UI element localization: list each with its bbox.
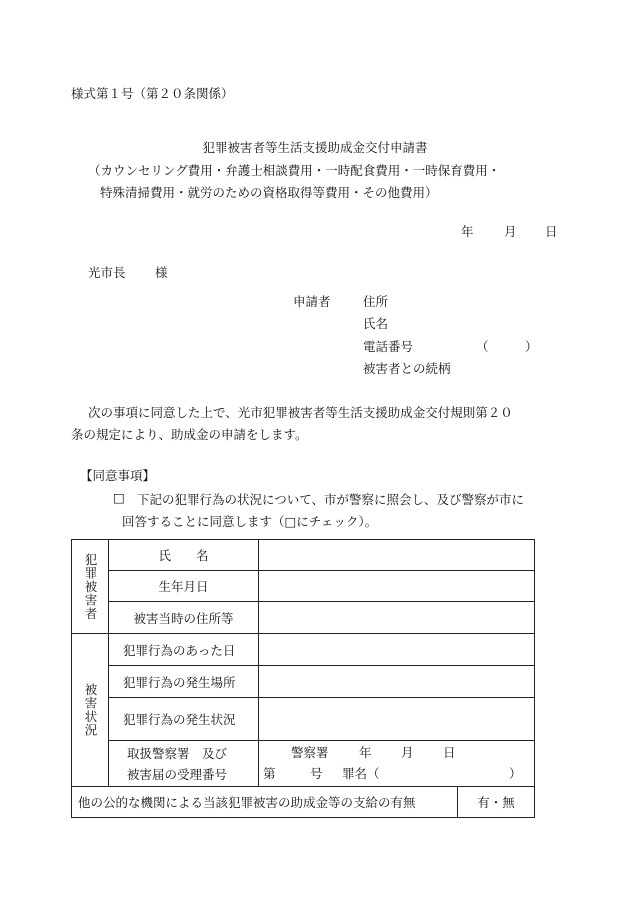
crime-date-field[interactable] — [259, 634, 535, 666]
victim-name-field[interactable] — [259, 540, 535, 571]
victim-address-field[interactable] — [259, 602, 535, 634]
consent-heading: 【同意事項】 — [80, 468, 156, 483]
consent-line-1: 下記の犯罪行為の状況について、市が警察に照会し、及び警察が市に — [137, 492, 525, 507]
table-row — [72, 741, 535, 787]
police-year-label: 年 — [359, 744, 372, 760]
table-row — [72, 634, 535, 666]
crime-place-field[interactable] — [259, 666, 535, 698]
table-row — [72, 540, 535, 571]
table-row — [72, 698, 535, 741]
addressee-honorific: 様 — [155, 265, 168, 280]
receipt-no-label: 第 — [263, 765, 276, 781]
crime-situation-field[interactable] — [259, 698, 535, 741]
crime-name-close: ） — [509, 765, 522, 781]
police-month-label: 月 — [401, 744, 414, 760]
section-victim-label: 犯罪被害者 — [83, 552, 98, 621]
table-row — [72, 571, 535, 602]
crime-name-label: 罪名（ — [342, 765, 380, 781]
victim-birth-field[interactable] — [259, 571, 535, 602]
date-month: 月 — [504, 224, 517, 239]
body-line-2: 条の規定により、助成金の申請をします。 — [71, 427, 308, 442]
section-status-cell — [72, 634, 109, 787]
police-day-label: 日 — [443, 744, 456, 760]
applicant-name-label: 氏名 — [363, 316, 389, 331]
consent-checkbox[interactable]: □ — [113, 490, 125, 505]
title-subline-2: 特殊清掃費用・就労のための資格取得等費用・その他費用） — [100, 185, 438, 200]
crime-date-label: 犯罪行為のあった日 — [109, 634, 259, 666]
police-station-label: 警察署 — [291, 744, 329, 760]
document-title: 犯罪被害者等生活支援助成金交付申請書 — [202, 140, 428, 155]
body-line-1: 次の事項に同意した上で、光市犯罪被害者等生活支援助成金交付規則第２０ — [88, 405, 513, 420]
other-aid-label: 他の公的な機関による当該犯罪被害の助成金等の支給の有無 — [72, 787, 458, 818]
table-row — [72, 602, 535, 634]
victim-birth-label: 生年月日 — [109, 571, 259, 602]
police-label-line-1: 取扱警察署 及び — [127, 745, 228, 761]
table-row — [72, 787, 535, 818]
date-day: 日 — [545, 224, 558, 239]
consent-line-2: 回答することに同意します（□にチェック）。 — [122, 514, 378, 529]
section-victim-cell — [72, 540, 109, 634]
applicant-address-label: 住所 — [363, 294, 389, 309]
police-field-cell[interactable] — [259, 741, 535, 787]
date-year: 年 — [461, 224, 474, 239]
phone-paren-close: ） — [525, 339, 538, 354]
crime-situation-label: 犯罪行為の発生状況 — [109, 698, 259, 741]
police-label-line-2: 被害届の受理番号 — [127, 766, 228, 782]
section-status-label: 被害状況 — [83, 683, 98, 737]
application-table — [71, 539, 535, 818]
form-number: 様式第１号（第２０条関係） — [71, 86, 234, 101]
receipt-go-label: 号 — [310, 765, 323, 781]
other-aid-value[interactable]: 有・無 — [458, 787, 535, 818]
victim-address-label: 被害当時の住所等 — [109, 602, 259, 634]
victim-name-label: 氏 名 — [109, 540, 259, 571]
police-label-cell — [109, 741, 259, 787]
crime-place-label: 犯罪行為の発生場所 — [109, 666, 259, 698]
applicant-relation-label: 被害者との続柄 — [363, 361, 451, 376]
title-subline-1: （カウンセリング費用・弁護士相談費用・一時配食費用・一時保育費用・ — [88, 163, 501, 178]
applicant-phone-label: 電話番号 — [363, 339, 414, 354]
addressee-name: 光市長 — [88, 265, 126, 280]
phone-paren-open: （ — [476, 339, 489, 354]
applicant-label: 申請者 — [293, 294, 331, 309]
table-row — [72, 666, 535, 698]
